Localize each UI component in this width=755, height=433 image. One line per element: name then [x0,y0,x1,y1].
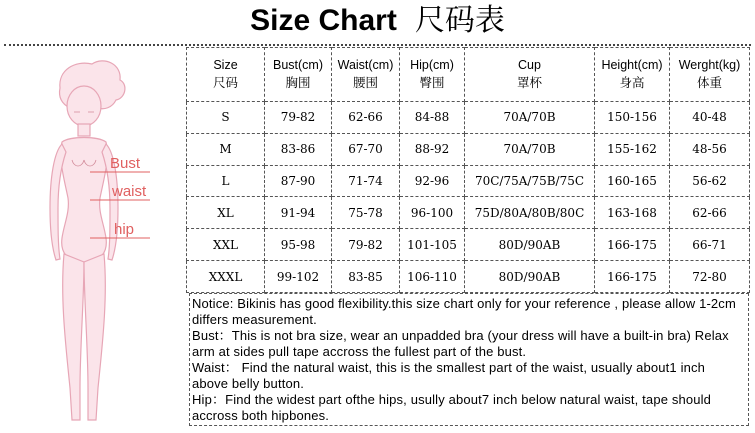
weight-cell: 66-71 [670,229,750,261]
bust-note: Bust：This is not bra size, wear an unpadded bra (your dress will have a built-in bra) Relax arm at sides pull tape accross the fullest part of the bust. [192,328,729,359]
header-cell: Werght(kg) 体重 [670,48,750,102]
header-cell: Size 尺码 [187,48,265,102]
page-title [0,2,755,40]
waist-cell: 79-82 [332,229,400,261]
table-header-row [187,48,750,102]
waist-label: waist [112,183,147,200]
bust-cell: 99-102 [265,261,332,293]
waist-cell: 75-78 [332,197,400,229]
waist-cell: 71-74 [332,165,400,197]
bust-cell: 91-94 [265,197,332,229]
body-figure [0,48,186,428]
waist-cell: 62-66 [332,101,400,133]
height-cell: 163-168 [595,197,670,229]
header-cell: Bust(cm) 胸围 [265,48,332,102]
size-cell: XL [187,197,265,229]
table-row [187,261,750,293]
size-cell: L [187,165,265,197]
height-cell: 166-175 [595,261,670,293]
hip-cell: 101-105 [400,229,465,261]
cup-cell: 70C/75A/75B/75C [465,165,595,197]
header-cell: Cup 罩杯 [465,48,595,102]
bust-cell: 95-98 [265,229,332,261]
header-cell: Waist(cm) 腰围 [332,48,400,102]
table-row [187,229,750,261]
hip-cell: 84-88 [400,101,465,133]
height-cell: 155-162 [595,133,670,165]
cup-cell: 80D/90AB [465,229,595,261]
cup-cell: 70A/70B [465,133,595,165]
waist-note: Waist： Find the natural waist, this is the smallest part of the waist, usually about1 inch above belly button. [192,360,706,391]
waist-cell: 83-85 [332,261,400,293]
hip-label: hip [114,221,135,238]
cup-cell: 80D/90AB [465,261,595,293]
hip-cell: 106-110 [400,261,465,293]
table-row [187,165,750,197]
weight-cell: 40-48 [670,101,750,133]
cup-cell: 70A/70B [465,101,595,133]
weight-cell: 48-56 [670,133,750,165]
size-cell: XXXL [187,261,265,293]
size-cell: S [187,101,265,133]
notes-box [189,293,749,426]
table-row [187,101,750,133]
header-cell: Height(cm) 身高 [595,48,670,102]
notice-text: Notice: Bikinis has good flexibility.this size chart only for your reference , please allow 1-2cm differs measurement. [192,296,736,327]
bust-label: Bust [110,155,141,172]
title-chinese: 尺码表 [414,3,505,38]
size-cell: M [187,133,265,165]
height-cell: 160-165 [595,165,670,197]
weight-cell: 72-80 [670,261,750,293]
hip-cell: 96-100 [400,197,465,229]
size-cell: XXL [187,229,265,261]
header-cell: Hip(cm) 臀围 [400,48,465,102]
title-divider [4,44,751,46]
waist-cell: 67-70 [332,133,400,165]
weight-cell: 56-62 [670,165,750,197]
bust-cell: 83-86 [265,133,332,165]
body-figure-illustration [0,48,186,428]
hip-note: Hip：Find the widest part ofthe hips, usully about7 inch below natural waist, tape should accross both hipbones. [192,392,712,423]
height-cell: 166-175 [595,229,670,261]
bust-cell: 79-82 [265,101,332,133]
table-row [187,197,750,229]
size-chart-table [186,47,750,293]
hip-cell: 88-92 [400,133,465,165]
title-english: Size Chart [250,4,397,37]
table-row [187,133,750,165]
cup-cell: 75D/80A/80B/80C [465,197,595,229]
weight-cell: 62-66 [670,197,750,229]
hip-cell: 92-96 [400,165,465,197]
height-cell: 150-156 [595,101,670,133]
bust-cell: 87-90 [265,165,332,197]
